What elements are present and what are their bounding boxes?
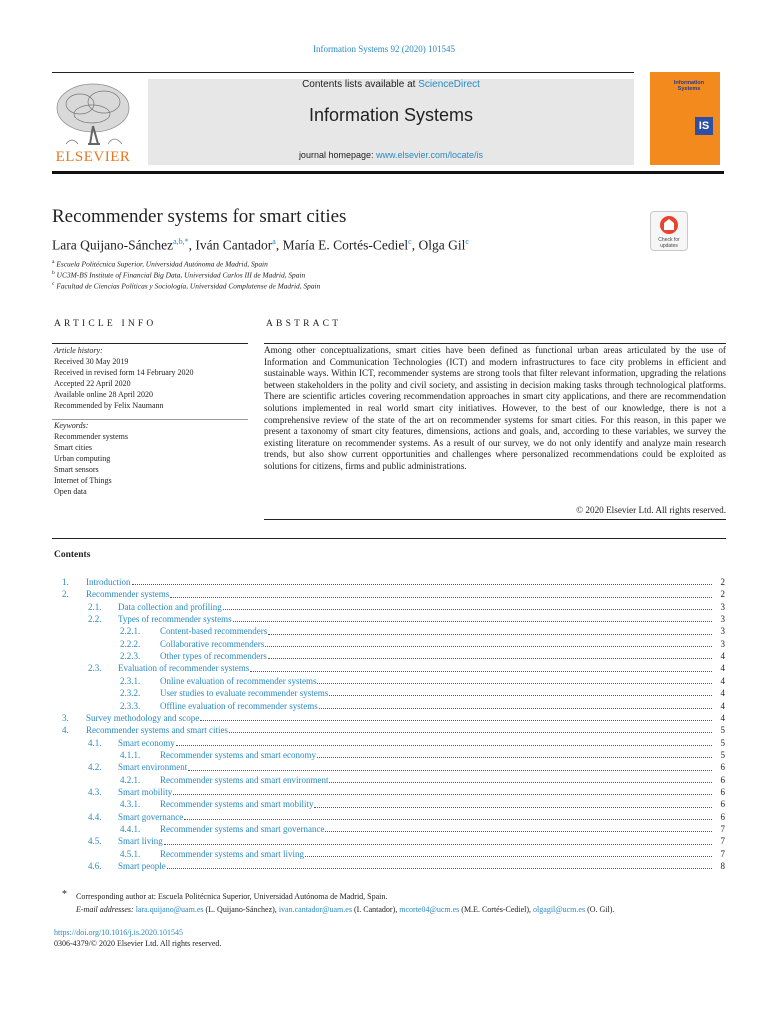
history-item: Received in revised form 14 February 2020 [54, 368, 194, 377]
toc-leader-dots [223, 601, 712, 610]
toc-section-title[interactable]: Recommender systems and smart economy [160, 749, 316, 760]
toc-entry[interactable] [0, 724, 768, 736]
toc-entry[interactable] [0, 749, 768, 761]
toc-leader-dots [229, 724, 712, 733]
toc-section-title[interactable]: Survey methodology and scope [86, 712, 200, 723]
affiliation [52, 259, 268, 268]
toc-entry[interactable] [0, 712, 768, 724]
email-link[interactable]: lara.quijano@uam.es [135, 905, 204, 914]
affiliation [52, 270, 305, 279]
toc-section-number[interactable]: 4.4.1. [120, 824, 141, 834]
toc-leader-dots [170, 588, 712, 597]
toc-leader-dots [314, 798, 712, 807]
toc-leader-dots [200, 712, 712, 721]
toc-page-number: 4 [720, 651, 725, 662]
toc-section-number[interactable]: 1. [62, 577, 69, 587]
contents-available-line [148, 79, 634, 90]
toc-title-link[interactable] [86, 724, 714, 736]
toc-leader-dots [176, 737, 712, 746]
email-owner: (L. Quijano-Sánchez), [205, 905, 277, 914]
toc-leader-dots [317, 675, 712, 684]
toc-title-link[interactable] [118, 737, 714, 749]
toc-section-number[interactable]: 2.2. [88, 614, 102, 625]
affiliation-marker: c [52, 281, 55, 287]
history-item: Available online 28 April 2020 [54, 390, 153, 399]
toc-page-number: 4 [720, 688, 725, 699]
toc-page-number: 6 [720, 774, 725, 785]
toc-section-title[interactable]: Recommender systems and smart cities [86, 725, 228, 736]
keyword: Smart sensors [54, 465, 99, 474]
email-addresses [76, 905, 614, 914]
keywords-label: Keywords: [54, 421, 89, 430]
journal-citation-link[interactable]: Information Systems 92 (2020) 101545 [313, 44, 455, 54]
toc-section-number[interactable]: 4.3.1. [120, 799, 141, 810]
header-rule [52, 72, 634, 73]
corresponding-author-note: Corresponding author at: Escuela Politécnica Superior, Universidad Autónoma de Madrid, Spain. [76, 892, 388, 901]
toc-entry[interactable] [0, 613, 768, 625]
toc-section-title[interactable]: Data collection and profiling [118, 601, 222, 612]
toc-section-title[interactable]: Types of recommender systems [118, 614, 232, 625]
toc-page-number: 5 [720, 737, 725, 748]
doi-link[interactable]: https://doi.org/10.1016/j.is.2020.101545 [54, 928, 183, 937]
toc-leader-dots [250, 662, 712, 671]
author-name[interactable]: Iván Cantador [195, 237, 273, 253]
toc-section-number[interactable]: 4.5.1. [120, 848, 141, 859]
toc-entry[interactable] [0, 860, 768, 872]
toc-page-number: 4 [720, 700, 725, 711]
toc-section-number[interactable]: 2.3. [88, 663, 102, 674]
toc-leader-dots [317, 749, 712, 758]
affiliation-text: Facultad de Ciencias Políticas y Sociología, Universidad Complutense de Madrid, Spain [56, 281, 321, 291]
keyword: Urban computing [54, 454, 111, 463]
email-link[interactable]: mcorte04@ucm.es [399, 905, 460, 914]
toc-section-number[interactable]: 4.5. [88, 836, 102, 847]
cover-title: Information Systems [673, 80, 705, 92]
svg-text:updates: updates [660, 243, 678, 249]
toc-leader-dots [132, 576, 713, 585]
toc-entry[interactable] [0, 601, 768, 613]
toc-section-number[interactable]: 2.3.2. [120, 688, 141, 699]
toc-section-number[interactable]: 3. [62, 712, 69, 723]
toc-title-link[interactable] [160, 625, 714, 637]
journal-homepage-link[interactable]: www.elsevier.com/locate/is [376, 150, 484, 160]
email-owner: (O. Gil). [587, 905, 615, 914]
email-owner: (I. Cantador), [353, 905, 398, 914]
toc-page-number: 7 [720, 848, 725, 859]
toc-section-title[interactable]: User studies to evaluate recommender systems [160, 688, 329, 699]
toc-page-number: 4 [720, 663, 725, 674]
toc-section-title[interactable]: Online evaluation of recommender systems [160, 675, 317, 686]
sciencedirect-link[interactable]: ScienceDirect [418, 79, 480, 90]
toc-title-link[interactable] [118, 811, 714, 823]
toc-section-title[interactable]: Recommender systems [86, 589, 170, 600]
toc-page-number: 3 [720, 614, 725, 625]
keyword: Internet of Things [54, 476, 112, 485]
toc-section-title[interactable]: Smart governance [118, 811, 184, 822]
toc-leader-dots [305, 848, 712, 857]
check-for-updates-icon [651, 212, 687, 250]
toc-section-title[interactable]: Recommender systems and smart environment [160, 774, 329, 785]
toc-page-number: 2 [720, 577, 725, 587]
abstract-bottom-rule [264, 519, 726, 520]
toc-entry[interactable] [0, 811, 768, 823]
keyword: Open data [54, 487, 87, 496]
contents-rule [52, 538, 726, 539]
toc-page-number: 6 [720, 811, 725, 822]
toc-entry[interactable] [0, 650, 768, 662]
affiliation-text: Escuela Politécnica Superior, Universidad Autónoma de Madrid, Spain [56, 259, 268, 269]
toc-leader-dots [173, 786, 712, 795]
author-name[interactable]: Olga Gil [418, 237, 466, 253]
abstract-heading: ABSTRACT [266, 319, 342, 329]
toc-section-number[interactable]: 4. [62, 725, 69, 736]
toc-section-number[interactable]: 2.2.1. [120, 626, 141, 637]
toc-section-title[interactable]: Smart economy [118, 737, 175, 748]
homepage-prefix: journal homepage: [298, 150, 376, 160]
toc-entry[interactable] [0, 761, 768, 773]
toc-title-link[interactable] [118, 662, 714, 674]
email-owner: (M.E. Cortés-Cediel), [461, 905, 532, 914]
author-affiliation-marker[interactable]: c [465, 237, 469, 246]
svg-text:Check for: Check for [658, 237, 680, 243]
toc-section-title[interactable]: Collaborative recommenders [160, 638, 265, 649]
toc-title-link[interactable] [86, 588, 714, 600]
toc-section-title[interactable]: Offline evaluation of recommender systems [160, 700, 318, 711]
toc-title-link[interactable] [160, 848, 714, 860]
abstract-copyright: © 2020 Elsevier Ltd. All rights reserved. [576, 505, 726, 515]
toc-title-link[interactable] [86, 712, 714, 724]
toc-title-link[interactable] [160, 675, 714, 687]
keyword: Smart cities [54, 443, 92, 452]
toc-entry[interactable] [0, 835, 768, 847]
toc-leader-dots [268, 650, 712, 659]
author-name[interactable]: María E. Cortés-Cediel [282, 237, 409, 253]
toc-section-number[interactable]: 4.2.1. [120, 774, 141, 785]
toc-leader-dots [265, 638, 712, 647]
toc-title-link[interactable] [160, 749, 714, 761]
author-affiliation-marker[interactable]: a,b,* [173, 237, 189, 246]
toc-entry[interactable] [0, 798, 768, 810]
toc-title-link[interactable] [160, 798, 714, 810]
toc-leader-dots [167, 860, 712, 869]
toc-section-title[interactable]: Smart living [118, 836, 163, 847]
toc-title-link[interactable] [160, 638, 714, 650]
toc-title-link[interactable] [118, 613, 714, 625]
toc-section-number[interactable]: 4.6. [88, 861, 102, 872]
toc-title-link[interactable] [160, 687, 714, 699]
toc-page-number: 7 [720, 836, 725, 847]
author-list: Lara Quijano-Sánchez$^{a,b,*}$, Iván Cantador$^a$, María E. Cortés-Cediel$^c$, Olga Gil$^c$ [52, 237, 469, 253]
toc-entry[interactable] [0, 737, 768, 749]
toc-entry[interactable] [0, 662, 768, 674]
contents-prefix: Contents lists available at [302, 79, 419, 90]
cover-badge: IS [695, 117, 713, 135]
toc-section-number[interactable]: 2.3.1. [120, 675, 141, 686]
toc-leader-dots [268, 625, 712, 634]
toc-section-number[interactable]: 2.2.2. [120, 638, 141, 649]
toc-section-title[interactable]: Recommender systems and smart mobility [160, 799, 314, 810]
toc-section-number[interactable]: 4.4. [88, 811, 102, 822]
toc-page-number: 4 [720, 675, 725, 686]
toc-entry[interactable] [0, 687, 768, 699]
toc-page-number: 6 [720, 786, 725, 797]
toc-entry[interactable] [0, 774, 768, 786]
toc-leader-dots [319, 700, 712, 709]
toc-section-number[interactable]: 4.2. [88, 762, 102, 773]
toc-title-link[interactable] [160, 650, 714, 662]
toc-title-link[interactable] [160, 774, 714, 786]
toc-leader-dots [233, 613, 712, 622]
toc-section-number[interactable]: 4.1. [88, 737, 102, 748]
toc-section-title[interactable]: Smart mobility [118, 786, 173, 797]
toc-page-number: 7 [720, 824, 725, 834]
toc-section-number[interactable]: 2.1. [88, 601, 102, 612]
toc-section-number[interactable]: 2.3.3. [120, 700, 141, 711]
toc-section-number[interactable]: 2.2.3. [120, 651, 141, 662]
history-item: Recommended by Felix Naumann [54, 401, 164, 410]
check-for-updates-badge[interactable] [650, 211, 688, 251]
keyword: Recommender systems [54, 432, 128, 441]
toc-page-number: 3 [720, 601, 725, 612]
toc-page-number: 5 [720, 749, 725, 760]
toc-section-title[interactable]: Smart people [118, 861, 166, 872]
affiliation-marker: b [52, 270, 55, 276]
toc-section-number[interactable]: 2. [62, 589, 69, 600]
article-info-rule [52, 343, 248, 344]
affiliation-marker: a [52, 259, 55, 265]
toc-leader-dots [329, 687, 712, 696]
email-link[interactable]: ivan.cantador@uam.es [278, 905, 352, 914]
toc-title-link[interactable] [118, 786, 714, 798]
toc-entry[interactable] [0, 700, 768, 712]
toc-entry[interactable] [0, 823, 768, 835]
toc-section-title[interactable]: Introduction [86, 577, 131, 587]
toc-section-title[interactable]: Smart environment [118, 762, 188, 773]
author-affiliation-marker[interactable]: a [272, 237, 276, 246]
author-name[interactable]: Lara Quijano-Sánchez [52, 237, 174, 253]
toc-section-number[interactable]: 4.1.1. [120, 749, 141, 760]
toc-title-link[interactable] [118, 761, 714, 773]
toc-entry[interactable] [0, 625, 768, 637]
toc-page-number: 3 [720, 626, 725, 637]
toc-title-link[interactable] [86, 576, 714, 588]
journal-name: Information Systems [308, 105, 474, 125]
toc-entry[interactable] [0, 576, 768, 588]
toc-leader-dots [164, 835, 712, 844]
toc-section-title[interactable]: Recommender systems and smart governance [160, 824, 325, 834]
toc-leader-dots [329, 774, 712, 783]
toc-section-title[interactable]: Content-based recommenders [160, 626, 268, 637]
toc-section-title[interactable]: Recommender systems and smart living [160, 848, 304, 859]
toc-entry[interactable] [0, 848, 768, 860]
toc-page-number: 4 [720, 712, 725, 723]
issn-copyright: 0306-4379/© 2020 Elsevier Ltd. All rights reserved. [54, 939, 222, 948]
toc-page-number: 8 [720, 861, 725, 872]
toc-title-link[interactable] [160, 823, 714, 835]
toc-title-link[interactable] [118, 835, 714, 847]
journal-cover-thumbnail[interactable] [650, 72, 720, 165]
toc-section-title[interactable]: Evaluation of recommender systems [118, 663, 250, 674]
article-history-label: Article history: [54, 346, 103, 355]
elsevier-wordmark: ELSEVIER [55, 149, 131, 165]
email-link[interactable]: olgagil@ucm.es [533, 905, 586, 914]
toc-entry[interactable] [0, 675, 768, 687]
toc-page-number: 6 [720, 762, 725, 773]
toc-page-number: 3 [720, 638, 725, 649]
history-item: Accepted 22 April 2020 [54, 379, 131, 388]
journal-homepage-line [148, 150, 634, 160]
contents-heading: Contents [54, 550, 91, 560]
article-info-heading: ARTICLE INFO [54, 319, 157, 329]
toc-title-link[interactable] [118, 601, 714, 613]
toc-leader-dots [188, 761, 712, 770]
footnote-marker: * [62, 889, 67, 900]
toc-leader-dots [325, 823, 712, 832]
toc-entry[interactable] [0, 786, 768, 798]
toc-entry[interactable] [0, 638, 768, 650]
toc-section-number[interactable]: 4.3. [88, 786, 102, 797]
affiliation-text: UC3M-BS Institute of Financial Big Data, Universidad Carlos III de Madrid, Spain [56, 270, 306, 280]
affiliation [52, 281, 320, 290]
toc-section-title[interactable]: Other types of recommenders [160, 651, 267, 662]
author-affiliation-marker[interactable]: c [408, 237, 412, 246]
toc-leader-dots [184, 811, 712, 820]
header-thick-rule [52, 171, 724, 174]
article-title: Recommender systems for smart cities [52, 206, 347, 227]
toc-title-link[interactable] [118, 860, 714, 872]
abstract-text: Among other conceptualizations, smart cities have been defined as functional urban areas articulated by the use of Information and Communication Technologies (ICT) and modern infrastructures to face city problems in efficient and sustainable ways. Within ICT, recommender systems are strong tools that filter relevant information, upgrading the relations between stakeholders in the polity and civil society, and assisting in decision making tasks through technological platforms. There are scientific articles covering recommendation approaches in smart city applications, and there are recommendation solutions implemented in real world smart city initiatives. However, to the best of our knowledge, there is not a comprehensive review of the state of the art on recommender systems for smart cities. For this reason, in this paper we present a taxonomy of smart city features, dimensions, actions and goals, and, according to these variables, we survey the existing literature on recommender systems. As a result of our survey, we do not only identify and analyze main research trends, but also show current opportunities and challenges where personalized recommendations could be exploited as solutions for citizens, firms and public administrations. [264, 345, 726, 471]
toc-page-number: 5 [720, 725, 725, 736]
toc-page-number: 6 [720, 799, 725, 810]
toc-page-number: 2 [720, 589, 725, 600]
toc-title-link[interactable] [160, 700, 714, 712]
toc-entry[interactable] [0, 588, 768, 600]
history-item: Received 30 May 2019 [54, 357, 129, 366]
email-label: E-mail addresses: [76, 905, 134, 914]
abstract-rule [264, 343, 726, 344]
